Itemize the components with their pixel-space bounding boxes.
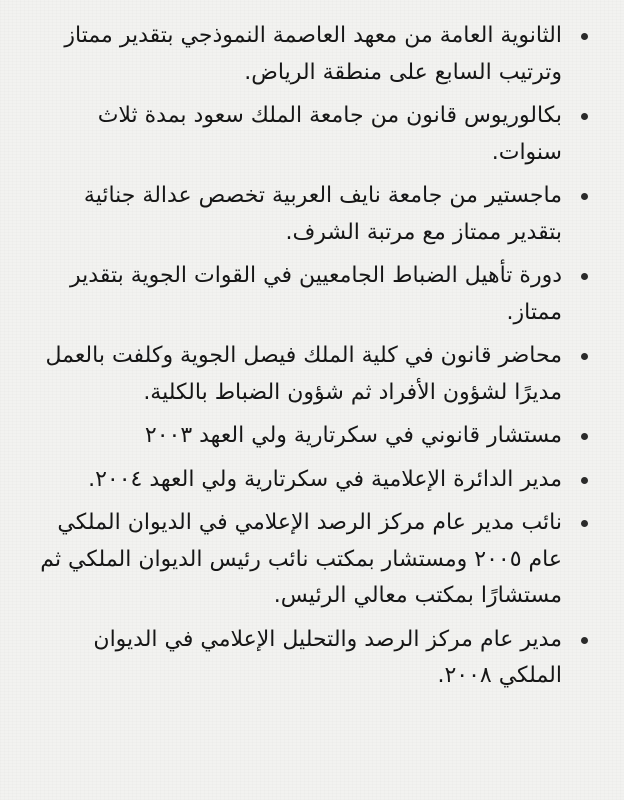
list-item-text: مستشار قانوني في سكرتارية ولي العهد ٢٠٠٣ bbox=[144, 423, 562, 448]
list-item bbox=[24, 622, 590, 695]
bullet-dot-icon bbox=[581, 520, 588, 527]
list-item bbox=[24, 178, 590, 251]
bullet-dot-icon bbox=[581, 353, 588, 360]
bullet-dot-icon bbox=[581, 33, 588, 40]
list-item bbox=[24, 98, 590, 171]
list-item-text: الثانوية العامة من معهد العاصمة النموذجي بتقدير ممتاز وترتيب السابع على منطقة الرياض. bbox=[64, 23, 562, 85]
bullet-dot-icon bbox=[581, 637, 588, 644]
bullet-dot-icon bbox=[581, 193, 588, 200]
list-item bbox=[24, 18, 590, 91]
list-item bbox=[24, 505, 590, 615]
bullet-list bbox=[24, 18, 590, 695]
list-item-text: نائب مدير عام مركز الرصد الإعلامي في الديوان الملكي عام ٢٠٠٥ ومستشار بمكتب نائب رئيس الديوان الملكي ثم مستشارًا بمكتب معالي الرئيس. bbox=[40, 510, 562, 608]
list-item bbox=[24, 418, 590, 455]
list-item bbox=[24, 258, 590, 331]
bullet-dot-icon bbox=[581, 113, 588, 120]
list-item-text: مدير عام مركز الرصد والتحليل الإعلامي في الديوان الملكي ٢٠٠٨. bbox=[93, 626, 562, 688]
list-item-text: محاضر قانون في كلية الملك فيصل الجوية وكلفت بالعمل مديرًا لشؤون الأفراد ثم شؤون الضباط بالكلية. bbox=[45, 343, 562, 405]
bullet-dot-icon bbox=[581, 433, 588, 440]
bullet-dot-icon bbox=[581, 273, 588, 280]
bullet-dot-icon bbox=[581, 477, 588, 484]
list-item-text: بكالوريوس قانون من جامعة الملك سعود بمدة ثلاث سنوات. bbox=[97, 103, 562, 165]
list-item bbox=[24, 462, 590, 499]
list-item-text: مدير الدائرة الإعلامية في سكرتارية ولي العهد ٢٠٠٤. bbox=[88, 466, 562, 492]
list-item bbox=[24, 338, 590, 411]
list-item-text: ماجستير من جامعة نايف العربية تخصص عدالة جنائية بتقدير ممتاز مع مرتبة الشرف. bbox=[83, 183, 562, 245]
list-item-text: دورة تأهيل الضباط الجامعيين في القوات الجوية بتقدير ممتاز. bbox=[70, 263, 562, 325]
